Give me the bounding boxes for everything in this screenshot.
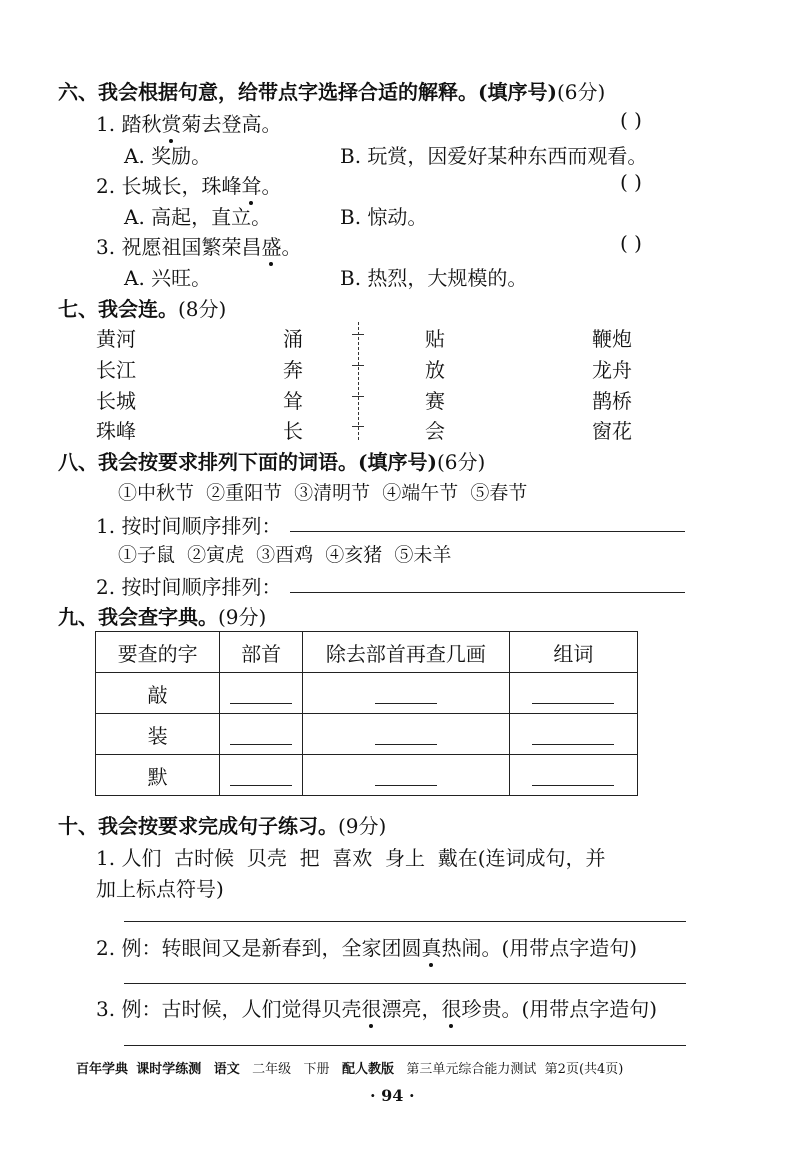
answer-line-10-2[interactable] (124, 983, 686, 984)
question-10-2: 2. 例：转眼间又是新春到，全家团圆真热闹。(用带点字造句) (96, 932, 637, 961)
header-cell: 除去部首再查几画 (303, 632, 510, 673)
table-row (96, 673, 638, 714)
blank[interactable] (230, 685, 292, 704)
blank[interactable] (375, 685, 437, 704)
divider-tick (352, 426, 364, 427)
question-10-1-cont: 加上标点符号) (96, 877, 224, 901)
footer-page: 第2页(共4页) (544, 1062, 624, 1077)
option-6-2-a: A. 高起，直立。 (124, 205, 272, 229)
radical-cell[interactable] (220, 714, 303, 755)
blank[interactable] (532, 685, 614, 704)
answer-paren-6-1[interactable]: ( ) (620, 108, 642, 132)
footer-brand: 百年学典 (76, 1062, 129, 1077)
dictionary-table (95, 631, 638, 796)
table-row (96, 714, 638, 755)
section-6-title: 六、我会根据句意，给带点字选择合适的解释。(填序号)(6分) (58, 80, 606, 104)
dotted-char: 很 (361, 993, 381, 1022)
char-cell: 装 (96, 714, 220, 755)
match-verb2-4[interactable]: 会 (425, 419, 445, 443)
divider-tick (352, 365, 364, 366)
match-left-2[interactable]: 长江 (96, 358, 136, 382)
strokes-cell[interactable] (303, 673, 510, 714)
header-cell: 要查的字 (96, 632, 220, 673)
radical-cell[interactable] (220, 755, 303, 796)
match-verb-1[interactable]: 涌 (283, 327, 303, 351)
question-10-1: 1. 人们 古时候 贝壳 把 喜欢 身上 戴在(连词成句，并 (96, 846, 606, 870)
header-cell: 组词 (509, 632, 637, 673)
strokes-cell[interactable] (303, 714, 510, 755)
section-7-title: 七、我会连。(8分) (58, 297, 227, 321)
char-cell: 默 (96, 755, 220, 796)
footer-test: 第三单元综合能力测试 (406, 1062, 537, 1077)
blank[interactable] (532, 767, 614, 786)
dotted-char: 真 (421, 932, 441, 961)
match-left-1[interactable]: 黄河 (96, 327, 136, 351)
answer-paren-6-2[interactable]: ( ) (620, 170, 642, 194)
blank[interactable] (230, 767, 292, 786)
footer-subject: 语文 (213, 1062, 240, 1077)
blank[interactable] (532, 726, 614, 745)
char-cell: 敲 (96, 673, 220, 714)
section-9-title: 九、我会查字典。(9分) (58, 605, 267, 629)
match-right-1[interactable]: 鞭炮 (592, 327, 632, 351)
question-6-1: 1. 踏秋赏菊去登高。 (96, 108, 281, 137)
answer-paren-6-3[interactable]: ( ) (620, 231, 642, 255)
blank[interactable] (375, 726, 437, 745)
option-6-1-b: B. 玩赏，因爱好某种东西而观看。 (340, 144, 648, 168)
option-6-1-a: A. 奖励。 (124, 144, 212, 168)
question-8-1: 1. 按时间顺序排列： (96, 514, 282, 538)
match-right-2[interactable]: 龙舟 (592, 358, 632, 382)
match-right-3[interactable]: 鹊桥 (592, 389, 632, 413)
section-8-title: 八、我会按要求排列下面的词语。(填序号)(6分) (58, 450, 486, 474)
match-left-4[interactable]: 珠峰 (96, 419, 136, 443)
divider-tick (352, 396, 364, 397)
match-verb2-2[interactable]: 放 (425, 358, 445, 382)
table-header-row (96, 632, 638, 673)
divider-tick (352, 334, 364, 335)
word-cell[interactable] (509, 714, 637, 755)
footer-edition: 配人教版 (341, 1062, 394, 1077)
dotted-char: 赏 (161, 108, 181, 137)
page-number: · 94 · (370, 1086, 415, 1105)
answer-line-8-1[interactable] (290, 531, 685, 532)
option-6-3-a: A. 兴旺。 (124, 266, 212, 290)
footer-series: 课时学练测 (136, 1062, 202, 1077)
question-8-2: 2. 按时间顺序排列： (96, 575, 282, 599)
match-right-4[interactable]: 窗花 (592, 419, 632, 443)
answer-line-8-2[interactable] (290, 592, 685, 593)
radical-cell[interactable] (220, 673, 303, 714)
festival-list: ①中秋节 ②重阳节 ③清明节 ④端午节 ⑤春节 (118, 482, 528, 504)
answer-line-10-3[interactable] (124, 1045, 686, 1046)
match-left-3[interactable]: 长城 (96, 389, 136, 413)
blank[interactable] (375, 767, 437, 786)
dotted-char: 盛 (261, 231, 281, 260)
blank[interactable] (230, 726, 292, 745)
match-verb-3[interactable]: 耸 (283, 389, 303, 413)
dotted-char: 很 (441, 993, 461, 1022)
match-verb2-1[interactable]: 贴 (425, 327, 445, 351)
option-6-2-b: B. 惊动。 (340, 205, 428, 229)
match-verb-2[interactable]: 奔 (283, 358, 303, 382)
question-6-2: 2. 长城长，珠峰耸。 (96, 170, 281, 199)
answer-line-10-1[interactable] (124, 921, 686, 922)
word-cell[interactable] (509, 673, 637, 714)
word-cell[interactable] (509, 755, 637, 796)
zodiac-list: ①子鼠 ②寅虎 ③酉鸡 ④亥猪 ⑤未羊 (118, 544, 452, 566)
section-10-title: 十、我会按要求完成句子练习。(9分) (58, 814, 387, 838)
table-row (96, 755, 638, 796)
divider (358, 322, 359, 440)
question-10-3: 3. 例：古时候，人们觉得贝壳很漂亮，很珍贵。(用带点字造句) (96, 993, 657, 1022)
header-cell: 部首 (220, 632, 303, 673)
footer-volume: 下册 (303, 1062, 330, 1077)
match-verb-4[interactable]: 长 (283, 419, 303, 443)
option-6-3-b: B. 热烈，大规模的。 (340, 266, 528, 290)
match-verb2-3[interactable]: 赛 (425, 389, 445, 413)
strokes-cell[interactable] (303, 755, 510, 796)
dotted-char: 耸 (241, 170, 261, 199)
question-6-3: 3. 祝愿祖国繁荣昌盛。 (96, 231, 301, 260)
footer-grade: 二年级 (252, 1062, 292, 1077)
footer (76, 1058, 623, 1077)
